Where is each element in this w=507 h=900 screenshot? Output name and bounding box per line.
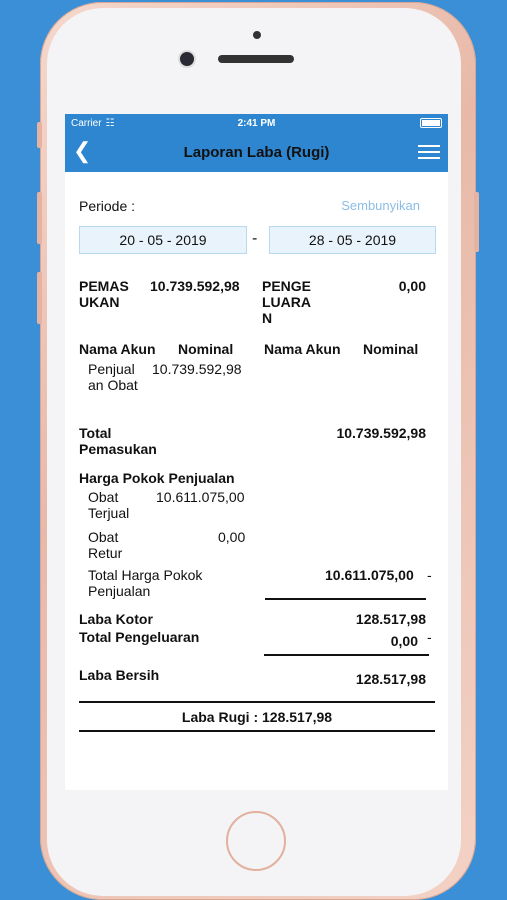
hpp-row-value: 0,00 bbox=[218, 529, 246, 545]
total-income-value: 10.739.592,98 bbox=[336, 425, 426, 441]
gross-label: Laba Kotor bbox=[79, 611, 153, 627]
hpp-row-name: Obat Retur bbox=[88, 529, 123, 561]
power-button bbox=[474, 192, 479, 252]
net-label: Laba Bersih bbox=[79, 667, 160, 683]
total-income-label: Total Pemasukan bbox=[79, 425, 157, 457]
clock: 2:41 PM bbox=[237, 117, 276, 129]
income-row-value: 10.739.592,98 bbox=[152, 361, 242, 377]
col-account-2: Nama Akun bbox=[264, 341, 341, 357]
total-expense-value: 0,00 bbox=[390, 633, 418, 649]
mute-switch bbox=[37, 122, 42, 148]
footer-total: Laba Rugi : 128.517,98 bbox=[181, 709, 333, 725]
wifi-icon: ☷ bbox=[105, 117, 115, 129]
battery-icon bbox=[420, 118, 442, 128]
hide-link[interactable]: Sembunyikan bbox=[341, 198, 420, 213]
expense-summary-value: 0,00 bbox=[398, 278, 426, 294]
col-nominal: Nominal bbox=[178, 341, 234, 357]
hamburger-menu-icon[interactable] bbox=[418, 145, 440, 163]
income-row-name: Penjual an Obat bbox=[88, 361, 138, 393]
status-bar bbox=[65, 114, 448, 132]
page-title: Laporan Laba (Rugi) bbox=[183, 143, 330, 161]
front-camera bbox=[180, 52, 194, 66]
expense-minus: - bbox=[427, 629, 432, 645]
date-separator: - bbox=[252, 230, 258, 247]
net-value: 128.517,98 bbox=[355, 671, 426, 687]
expense-line bbox=[264, 654, 429, 656]
date-from-field[interactable]: 20 - 05 - 2019 bbox=[79, 226, 247, 254]
footer-top-line bbox=[79, 701, 435, 703]
volume-down-button bbox=[37, 272, 42, 324]
app-screen bbox=[65, 114, 448, 790]
footer-bottom-line bbox=[79, 730, 435, 732]
home-button[interactable] bbox=[226, 811, 286, 871]
gross-value: 128.517,98 bbox=[355, 611, 426, 627]
col-nominal-2: Nominal bbox=[363, 341, 419, 357]
total-expense-label: Total Pengeluaran bbox=[79, 629, 200, 645]
income-summary-value: 10.739.592,98 bbox=[150, 278, 240, 294]
col-account: Nama Akun bbox=[79, 341, 156, 357]
income-summary-label: PEMAS UKAN bbox=[79, 278, 129, 310]
carrier-label: Carrier bbox=[71, 117, 102, 129]
hpp-row-name: Obat Terjual bbox=[88, 489, 130, 521]
periode-label: Periode : bbox=[79, 198, 136, 214]
hpp-title: Harga Pokok Penjualan bbox=[79, 470, 235, 486]
hpp-minus: - bbox=[427, 567, 432, 583]
hpp-total-label: Total Harga Pokok Penjualan bbox=[88, 567, 203, 599]
hpp-row-value: 10.611.075,00 bbox=[156, 489, 245, 505]
date-to-field[interactable]: 28 - 05 - 2019 bbox=[269, 226, 436, 254]
subtotal-line bbox=[265, 598, 426, 600]
hpp-total-value: 10.611.075,00 bbox=[325, 567, 414, 583]
sensor-dot bbox=[253, 31, 261, 39]
chevron-left-icon[interactable]: ❮ bbox=[73, 138, 92, 163]
expense-summary-label: PENGE LUARA N bbox=[262, 278, 312, 326]
nav-bar bbox=[65, 132, 448, 172]
earpiece-speaker bbox=[218, 55, 294, 63]
volume-up-button bbox=[37, 192, 42, 244]
